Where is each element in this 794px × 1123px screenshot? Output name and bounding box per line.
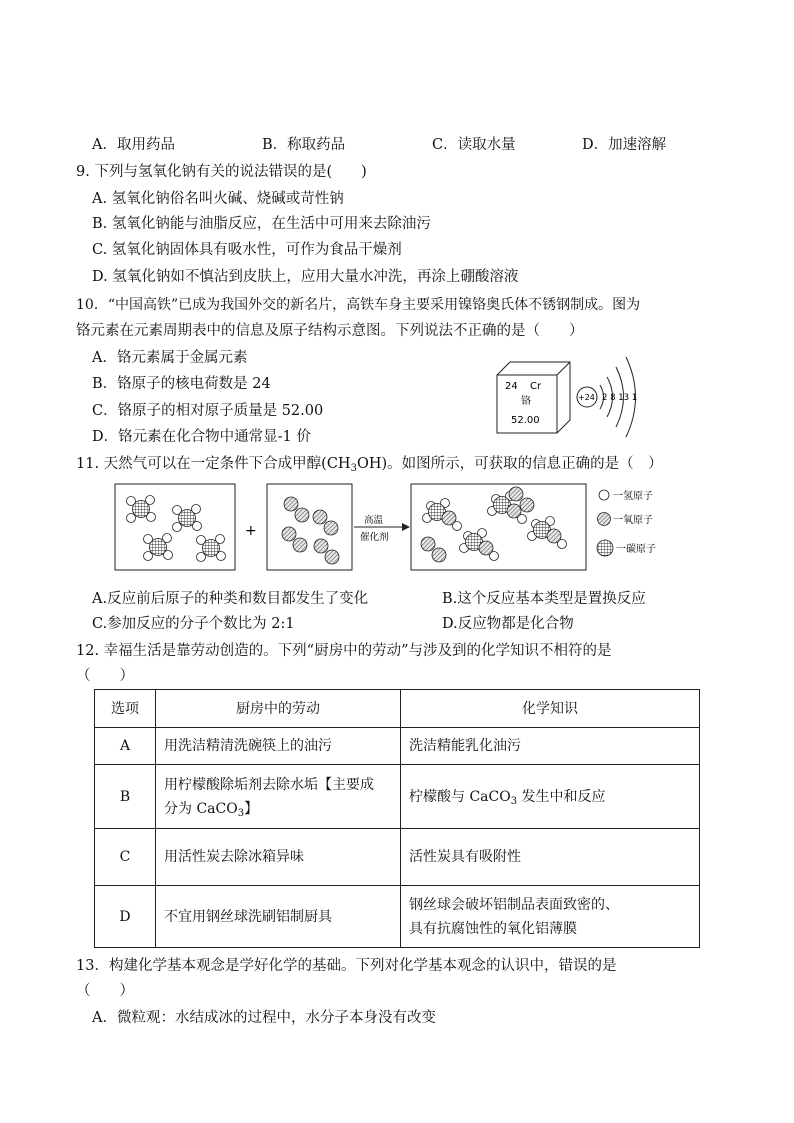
q8-option-d: D．加速溶解: [582, 137, 667, 153]
row-labor: 用活性炭去除冰箱异味: [156, 829, 401, 886]
row-knowledge: 活性炭具有吸附性: [401, 829, 700, 886]
q11-stem-pre: 11. 天然气可以在一定条件下合成甲醇(CH: [76, 456, 351, 472]
plus-sign: +: [245, 523, 257, 539]
row-labor-line1: 用柠檬酸除垢剂去除水垢【主要成: [164, 776, 374, 793]
arrow-condition-bottom: 催化剂: [360, 532, 389, 543]
methanol-molecule: [528, 517, 567, 549]
table-row: [95, 829, 700, 886]
q11-option-b: B.这个反应基本类型是置换反应: [442, 591, 646, 607]
q9-option-b: B. 氢氧化钠能与油脂反应，在生活中可用来去除油污: [92, 216, 431, 232]
chromium-figure: [490, 345, 650, 445]
header-labor: 厨房中的劳动: [156, 690, 401, 728]
q11-stem: [76, 454, 663, 474]
legend-o: 一氧原子: [613, 515, 653, 526]
table-row: [95, 728, 700, 765]
row-option: A: [95, 728, 156, 765]
q9-option-d: D. 氢氧化钠如不慎沾到皮肤上，应用大量水冲洗，再涂上硼酸溶液: [92, 269, 519, 285]
table-row: [95, 886, 700, 948]
know-pre: 柠檬酸与 CaCO: [409, 788, 511, 805]
q8-option-a: A．取用药品: [92, 137, 175, 153]
q13-paren: （ ）: [76, 983, 134, 999]
element-number: 24: [505, 381, 518, 392]
row-option: C: [95, 829, 156, 886]
row-knowledge: [401, 886, 700, 948]
labor-l2-sub: 3: [237, 807, 245, 819]
legend-c: 一碳原子: [616, 544, 656, 555]
labor-l2-post: 】: [244, 800, 259, 817]
q10-option-c: C．铬原子的相对原子质量是 52.00: [92, 403, 324, 419]
q11-option-c: C.参加反应的分子个数比为 2:1: [92, 616, 295, 632]
ch4-molecule: [197, 535, 226, 562]
ch4-molecule: [127, 496, 156, 523]
ch4-molecule: [173, 505, 202, 532]
o2-molecule: [421, 537, 446, 562]
q12-stem: 12. 幸福生活是靠劳动创造的。下列“厨房中的劳动”与涉及到的化学知识不相符的是: [76, 643, 612, 659]
legend-c-marker: [597, 540, 613, 556]
arrow-condition-top: 高温: [364, 515, 384, 526]
q10-option-b: B．铬原子的核电荷数是 24: [92, 376, 271, 392]
element-mass: 52.00: [511, 415, 540, 426]
reaction-diagram: [112, 480, 672, 575]
o2-molecule: [284, 497, 309, 522]
header-knowledge: 化学知识: [401, 690, 700, 728]
q12-table: [94, 689, 700, 948]
know-post: 发生中和反应: [517, 788, 606, 805]
o2-molecule: [282, 527, 307, 552]
q13-option-a: A．微粒观：水结成冰的过程中，水分子本身没有改变: [92, 1010, 436, 1026]
row-knowledge-line2: 具有抗腐蚀性的氧化铝薄膜: [409, 920, 577, 937]
row-knowledge: [401, 765, 700, 829]
q11-stem-sub: 3: [350, 463, 357, 474]
q11-option-a: A.反应前后原子的种类和数目都发生了变化: [92, 591, 369, 607]
q9-option-a: A. 氢氧化钠俗名叫火碱、烧碱或苛性钠: [92, 191, 344, 207]
q8-option-b: B．称取药品: [262, 137, 346, 153]
methanol-molecule: [460, 529, 499, 561]
legend-h: 一氢原子: [613, 491, 653, 502]
table-header-row: [95, 690, 700, 728]
o2-molecule: [313, 510, 338, 535]
legend-o-marker: [598, 513, 611, 526]
element-symbol: Cr: [530, 381, 542, 392]
row-labor-line2: [164, 797, 392, 821]
q10-option-a: A．铬元素属于金属元素: [92, 350, 248, 366]
legend-h-marker: [599, 490, 609, 500]
q10-stem-line2: 铬元素在元素周期表中的信息及原子结构示意图。下列说法不正确的是（ ）: [76, 323, 584, 339]
methanol-molecule: [423, 499, 462, 531]
q13-stem: 13．构建化学基本观念是学好化学的基础。下列对化学基本观念的认识中，错误的是: [76, 958, 617, 974]
row-labor: [156, 765, 401, 829]
q10-stem-line1: 10．“中国高铁”已成为我国外交的新名片，高铁车身主要采用镍铬奥氏体不锈钢制成。图为: [76, 297, 641, 313]
q12-paren: （ ）: [76, 668, 134, 684]
atom-shells: 2 8 13 1: [602, 393, 638, 403]
q9-stem: 9. 下列与氢氧化钠有关的说法错误的是( ): [76, 164, 367, 180]
q11-stem-post: OH)。如图所示，可获取的信息正确的是（ ）: [356, 456, 663, 472]
element-name: 铬: [521, 396, 531, 407]
q9-option-c: C. 氢氧化钠固体具有吸水性，可作为食品干燥剂: [92, 242, 402, 258]
row-knowledge: 洗洁精能乳化油污: [401, 728, 700, 765]
q8-option-c: C．读取水量: [432, 137, 516, 153]
labor-l2-pre: 分为 CaCO: [164, 800, 238, 817]
ch4-molecule: [144, 534, 173, 561]
row-option: D: [95, 886, 156, 948]
row-labor: 用洗洁精清洗碗筷上的油污: [156, 728, 401, 765]
row-knowledge-line1: 钢丝球会破坏铝制品表面致密的、: [409, 896, 619, 913]
o2-molecule: [314, 539, 339, 564]
table-row: [95, 765, 700, 829]
q10-option-d: D．铬元素在化合物中通常显-1 价: [92, 429, 311, 445]
header-option: 选项: [95, 690, 156, 728]
know-sub: 3: [510, 795, 518, 807]
q11-option-d: D.反应物都是化合物: [442, 616, 574, 632]
row-option: B: [95, 765, 156, 829]
row-labor: 不宜用钢丝球洗刷铝制厨具: [156, 886, 401, 948]
atom-nucleus: +24: [578, 393, 595, 402]
